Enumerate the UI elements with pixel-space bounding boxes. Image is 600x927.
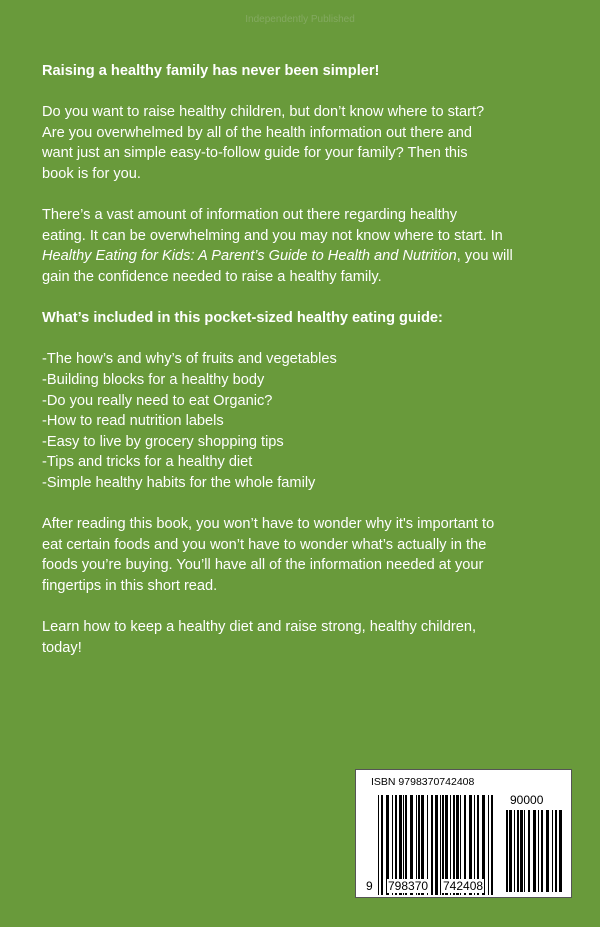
included-list — [42, 349, 582, 493]
barcode-bar — [524, 810, 525, 892]
headline: Raising a healthy family has never been simpler! — [42, 63, 380, 79]
barcode-bar — [506, 810, 508, 892]
barcode-bar — [541, 810, 543, 892]
list-item: -How to read nutrition labels — [42, 413, 224, 430]
barcode-bar — [378, 795, 379, 895]
list-item: -Simple healthy habits for the whole family — [42, 474, 316, 491]
list-item: -Tips and tricks for a healthy diet — [42, 454, 253, 471]
book-title: Healthy Eating for Kids: A Parent’s Guide to Health and Nutrition — [42, 248, 457, 265]
list-item: -The how’s and why’s of fruits and vegetables — [42, 351, 337, 368]
barcode-bar — [381, 795, 383, 895]
closing-paragraph — [42, 617, 582, 658]
barcode-bar — [533, 810, 536, 892]
text-line: eat certain foods and you won’t have to wonder what’s actually in the — [42, 536, 487, 553]
barcode-bar — [552, 810, 553, 892]
barcode-bar — [440, 795, 441, 895]
price-addon-label: 90000 — [510, 793, 544, 807]
addon-barcode-bars — [506, 810, 564, 892]
list-item: -Do you really need to eat Organic? — [42, 392, 273, 409]
barcode-bar — [431, 795, 433, 895]
text-line: today! — [42, 639, 82, 656]
text-line: There’s a vast amount of information out there regarding healthy — [42, 207, 458, 224]
text-fragment: , you will — [456, 248, 513, 265]
barcode-bar — [528, 810, 530, 892]
barcode-bar — [488, 795, 489, 895]
info-paragraph — [42, 205, 582, 287]
list-item: -Building blocks for a healthy body — [42, 371, 265, 388]
barcode-digit-first: 9 — [366, 879, 373, 893]
text-line: After reading this book, you won’t have to wonder why it's important to — [42, 516, 495, 533]
barcode-bar — [559, 810, 562, 892]
barcode-digits-group1: 798370 — [388, 879, 429, 893]
text-line: want just an simple easy-to-follow guide for your family? Then this — [42, 145, 468, 162]
text-line: foods you’re buying. You’ll have all of the information needed at your — [42, 557, 484, 574]
text-line: Do you want to raise healthy children, but don’t know where to start? — [42, 104, 485, 121]
text-line: gain the confidence needed to raise a healthy family. — [42, 268, 382, 285]
barcode-bar — [514, 810, 515, 892]
isbn-barcode — [355, 769, 572, 898]
barcode-digits-group2: 742408 — [443, 879, 484, 893]
barcode-bar — [517, 810, 519, 892]
text-line: book is for you. — [42, 165, 141, 182]
barcode-bar — [520, 810, 523, 892]
after-reading-paragraph — [42, 514, 582, 596]
isbn-label: ISBN 9798370742408 — [371, 776, 475, 788]
intro-paragraph — [42, 102, 582, 184]
publisher-imprint: Independently Published — [245, 14, 355, 25]
text-line: fingertips in this short read. — [42, 577, 218, 594]
list-item: -Easy to live by grocery shopping tips — [42, 433, 284, 450]
barcode-bar — [546, 810, 549, 892]
text-line: Are you overwhelmed by all of the health information out there and — [42, 124, 472, 141]
barcode-bar — [509, 810, 512, 892]
text-line: eating. It can be overwhelming and you may not know where to start. In — [42, 227, 503, 244]
text-line: Learn how to keep a healthy diet and raise strong, healthy children, — [42, 619, 477, 636]
included-heading: What’s included in this pocket-sized healthy eating guide: — [42, 310, 443, 327]
barcode-bar — [555, 810, 557, 892]
barcode-bar — [491, 795, 493, 895]
back-cover-text — [42, 61, 582, 679]
barcode-bar — [538, 810, 539, 892]
barcode-bar — [435, 795, 438, 895]
